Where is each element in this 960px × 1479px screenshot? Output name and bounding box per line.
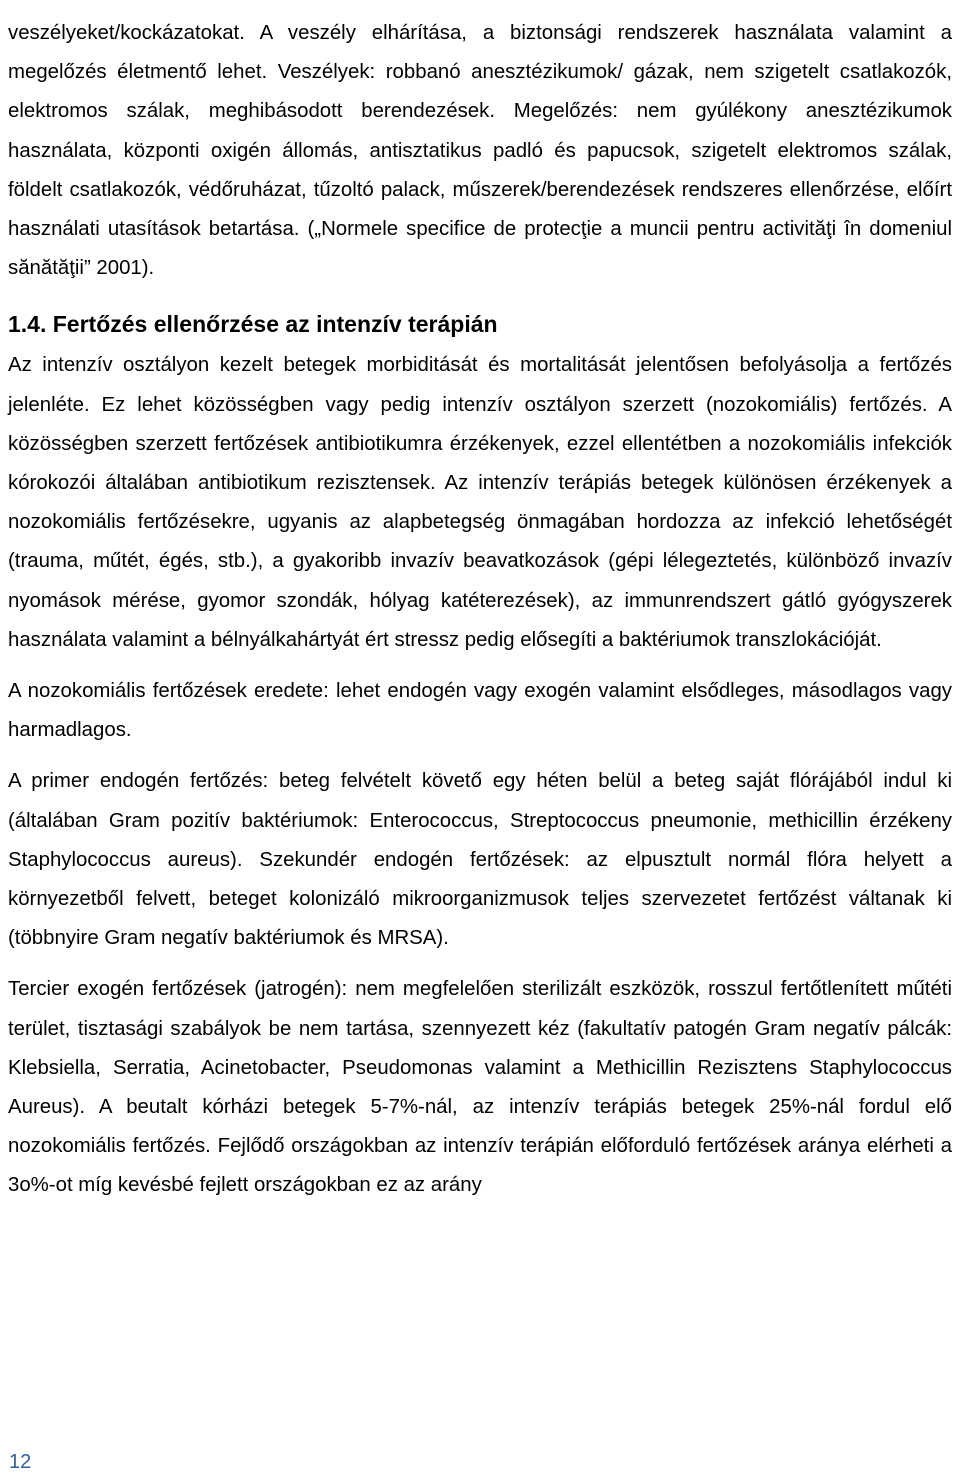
paragraph-nosocomial-origin: A nozokomiális fertőzések eredete: lehet endogén vagy exogén valamint elsődleges, másodlagos vagy harmadlagos. [8, 680, 952, 742]
paragraph-infection-overview: Az intenzív osztályon kezelt betegek morbiditását és mortalitását jelentősen befolyásolja a fertőzés jelenléte. Ez lehet közösségben vagy pedig intenzív osztályon szerzett (nozokomiális) fertőzés. A közösségben szerzett fertőzések antibiotikumra érzékenyek, ezzel ellentétben a nozokomiális infekciók kórokozói általában antibiotikum rezisztensek. Az intenzív terápiás betegek különösen érzékenyek a nozokomiális fertőzésekre, ugyanis az alapbetegség önmagában hordozza az infekció lehetőségét (trauma, műtét, égés, stb.), a gyakoribb invazív beavatkozások (gépi lélegeztetés, különböző invazív nyomások mérése, gyomor szondák, hólyag katéterezések), az immunrendszert gátló gyógyszerek használata valamint a bélnyálkahártyát ért stressz pedig elősegíti a baktériumok transzlokációját. [8, 354, 952, 651]
paragraph-tertiary-exogenous: Tercier exogén fertőzések (jatrogén): nem megfelelően sterilizált eszközök, rosszul fertőtlenített műtéti terület, tisztasági szabályok be nem tartása, szennyezett kéz (fakultatív patogén Gram negatív pálcák: Klebsiella, Serratia, Acinetobacter, Pseudomonas valamint a Methicillin Rezisztens Staphylococcus Aureus). A beutalt kórházi betegek 5-7%-nál, az intenzív terápiás betegek 25%-nál fordul elő nozokomiális fertőzés. Fejlődő országokban az intenzív terápián előforduló fertőzések aránya elérheti a 3o%-ot míg kevésbé fejlett országokban ez az arány [8, 978, 952, 1197]
intro-paragraph: veszélyeket/kockázatokat. A veszély elhárítása, a biztonsági rendszerek használata valamint a megelőzés életmentő lehet. Veszélyek: robbanó anesztézikumok/ gázak, nem szigetelt csatlakozók, elektromos szálak, meghibásodott berendezések. Megelőzés: nem gyúlékony anesztézikumok használata, központi oxigén állomás, antisztatikus padló és papucsok, szigetelt elektromos szálak, földelt csatlakozók, védőruházat, tűzoltó palack, műszerek/berendezések rendszeres ellenőrzése, előírt használati utasítások betartása. („Normele specifice de protecţie a muncii pentru activităţi în domeniul sănătăţii” 2001). [8, 22, 952, 280]
section-heading: 1.4. Fertőzés ellenőrzése az intenzív terápián [8, 311, 498, 338]
paragraph-primary-endogenous: A primer endogén fertőzés: beteg felvételt követő egy héten belül a beteg saját flórájából indul ki (általában Gram pozitív baktériumok: Enterococcus, Streptococcus pneumonie, methicillin érzékeny Staphylococcus aureus). Szekundér endogén fertőzések: az elpusztult normál flóra helyett a környezetből felvett, beteget kolonizáló mikroorganizmusok teljes szervezetet fertőzést váltanak ki (többnyire Gram negatív baktériumok és MRSA). [8, 770, 952, 950]
page-number: 12 [9, 1451, 32, 1473]
document-page [8, 14, 952, 1206]
